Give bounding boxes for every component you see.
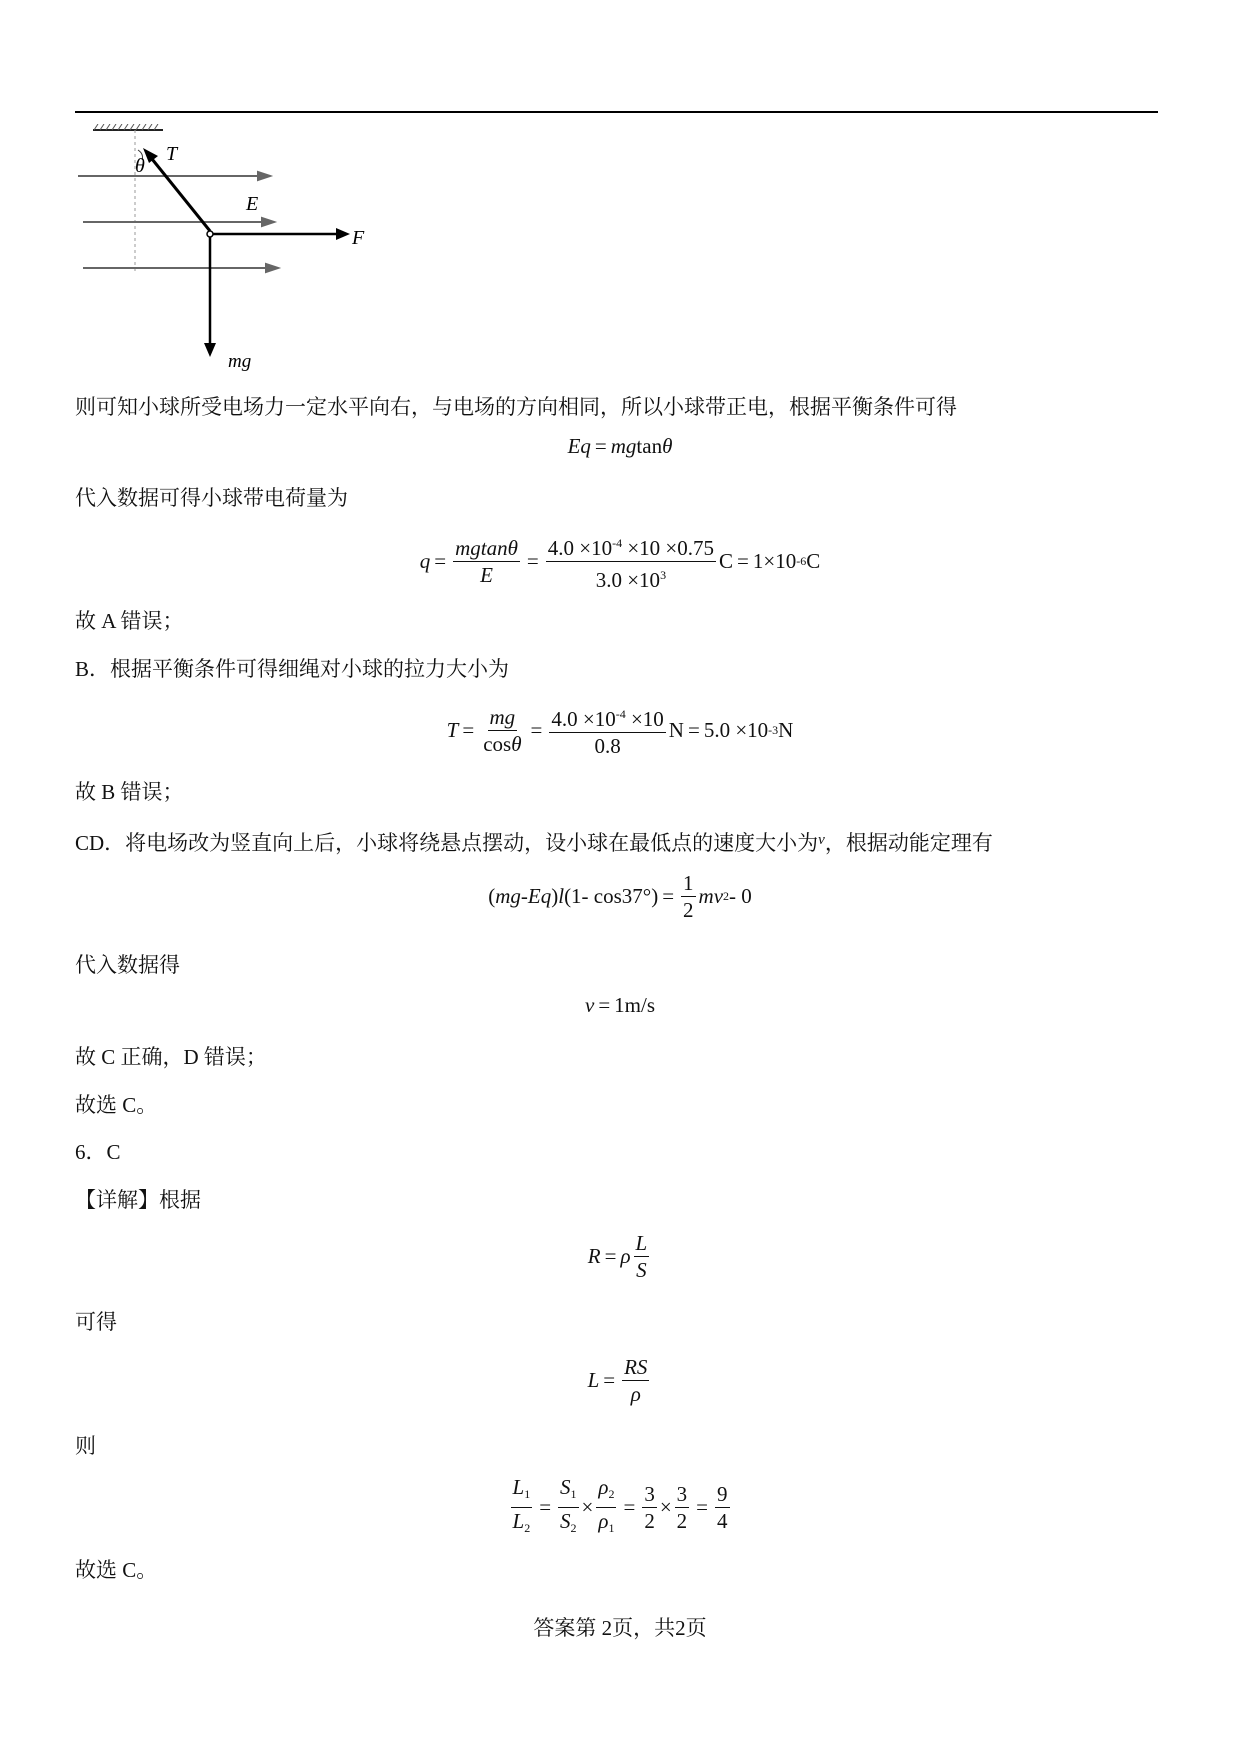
label-theta: θ [135, 155, 145, 177]
fraction: $\frac{S_1}{S_2}$ [560, 1475, 577, 1535]
force-diagram [78, 124, 378, 374]
label-f: F [352, 227, 365, 249]
paragraph-3: 故 A 错误； [75, 609, 184, 633]
paragraph-6: CD．将电场改为竖直向上后，小球将绕悬点摆动，设小球在最低点的速度大小为$^v$，根据动能定理有 [75, 831, 993, 855]
paragraph-11: 【详解】根据 [75, 1188, 201, 1212]
tension-arrow [148, 154, 210, 231]
ball [207, 231, 213, 237]
paragraph-8: 故 C 正确，D 错误； [75, 1045, 267, 1069]
equation-7: L = $\frac{RS}{\rho}$ [587, 1355, 648, 1406]
fraction: $\frac{4.0 \times 10^{-4} \times 10}{0.8}$ [549, 703, 665, 757]
tension-arrowhead [143, 148, 158, 163]
paragraph-1: 则可知小球所受电场力一定水平向右，与电场的方向相同，所以小球带正电，根据平衡条件可得 [75, 395, 957, 419]
fraction: $\frac{mgtan\theta}{E}$ [455, 536, 518, 587]
paragraph-13: 则 [75, 1434, 96, 1458]
fraction: $\frac{L}{S}$ [635, 1231, 648, 1282]
fraction: $\frac{mg}{\cos\theta}$ [483, 704, 522, 756]
equation-4: ( mg - Eq ) l (1- cos37°) = $\frac{1}{2}$ mv 2 - 0 [488, 871, 752, 922]
paragraph-14: 故选 C。 [75, 1558, 158, 1582]
gravity-arrowhead [204, 343, 216, 357]
equation-8: $\frac{L_1}{L_2}$ = $\frac{S_1}{S_2}$ × $\frac{\rho_2}{\rho_1}$ = $\frac{3}{2}$ × $\frac{3}{2}$ = $\frac{9}{4}$ [0, 1476, 1240, 1539]
fraction: $\frac{3}{2}$ [676, 1482, 688, 1533]
paragraph-2: 代入数据可得小球带电荷量为 [75, 486, 348, 510]
fraction: $\frac{9}{4}$ [717, 1482, 728, 1533]
force-f-arrowhead [336, 228, 350, 240]
field-lines [78, 172, 278, 272]
paragraph-7: 代入数据得 [75, 953, 180, 977]
paragraph-12: 可得 [75, 1310, 117, 1334]
fraction: $\frac{3}{2}$ [644, 1482, 655, 1533]
fraction: $\frac{4.0 \times 10^{-4} \times 10 \times 0.75}{3.0 \times 10^3}$ [546, 532, 716, 591]
equation-2: q = $\frac{mgtan\theta}{E}$ = $\frac{4.0 \times 10^{-4} \times 10 \times 0.75}{3.0 \times 10^3}$ C = 1×10 -6 C [0, 532, 1240, 591]
label-mg: mg [228, 351, 252, 372]
page-footer: 答案第 2页，共2页 [533, 1616, 707, 1640]
fraction: $\frac{1}{2}$ [683, 871, 694, 922]
header-rule [75, 111, 1158, 113]
fraction: $\frac{RS}{\rho}$ [624, 1355, 648, 1406]
equation-6: R = ρ $\frac{L}{S}$ [587, 1231, 648, 1282]
paragraph-4: B．根据平衡条件可得细绳对小球的拉力大小为 [75, 657, 510, 681]
fraction: $\frac{\rho_2}{\rho_1}$ [598, 1475, 615, 1535]
label-t: T [166, 143, 178, 165]
paragraph-9: 故选 C。 [75, 1093, 158, 1117]
label-e: E [246, 193, 259, 215]
fraction: $\frac{L_1}{L_2}$ [512, 1475, 531, 1535]
equation-1: Eq = mg tan θ [567, 434, 673, 458]
paragraph-5: 故 B 错误； [75, 780, 184, 804]
paragraph-10: 6．C [75, 1140, 121, 1164]
equation-5: v = 1m/s [584, 993, 655, 1017]
equation-3: T = $\frac{mg}{\cos\theta}$ = $\frac{4.0 \times 10^{-4} \times 10}{0.8}$ N = 5.0 ×10 -3 N [446, 704, 794, 758]
